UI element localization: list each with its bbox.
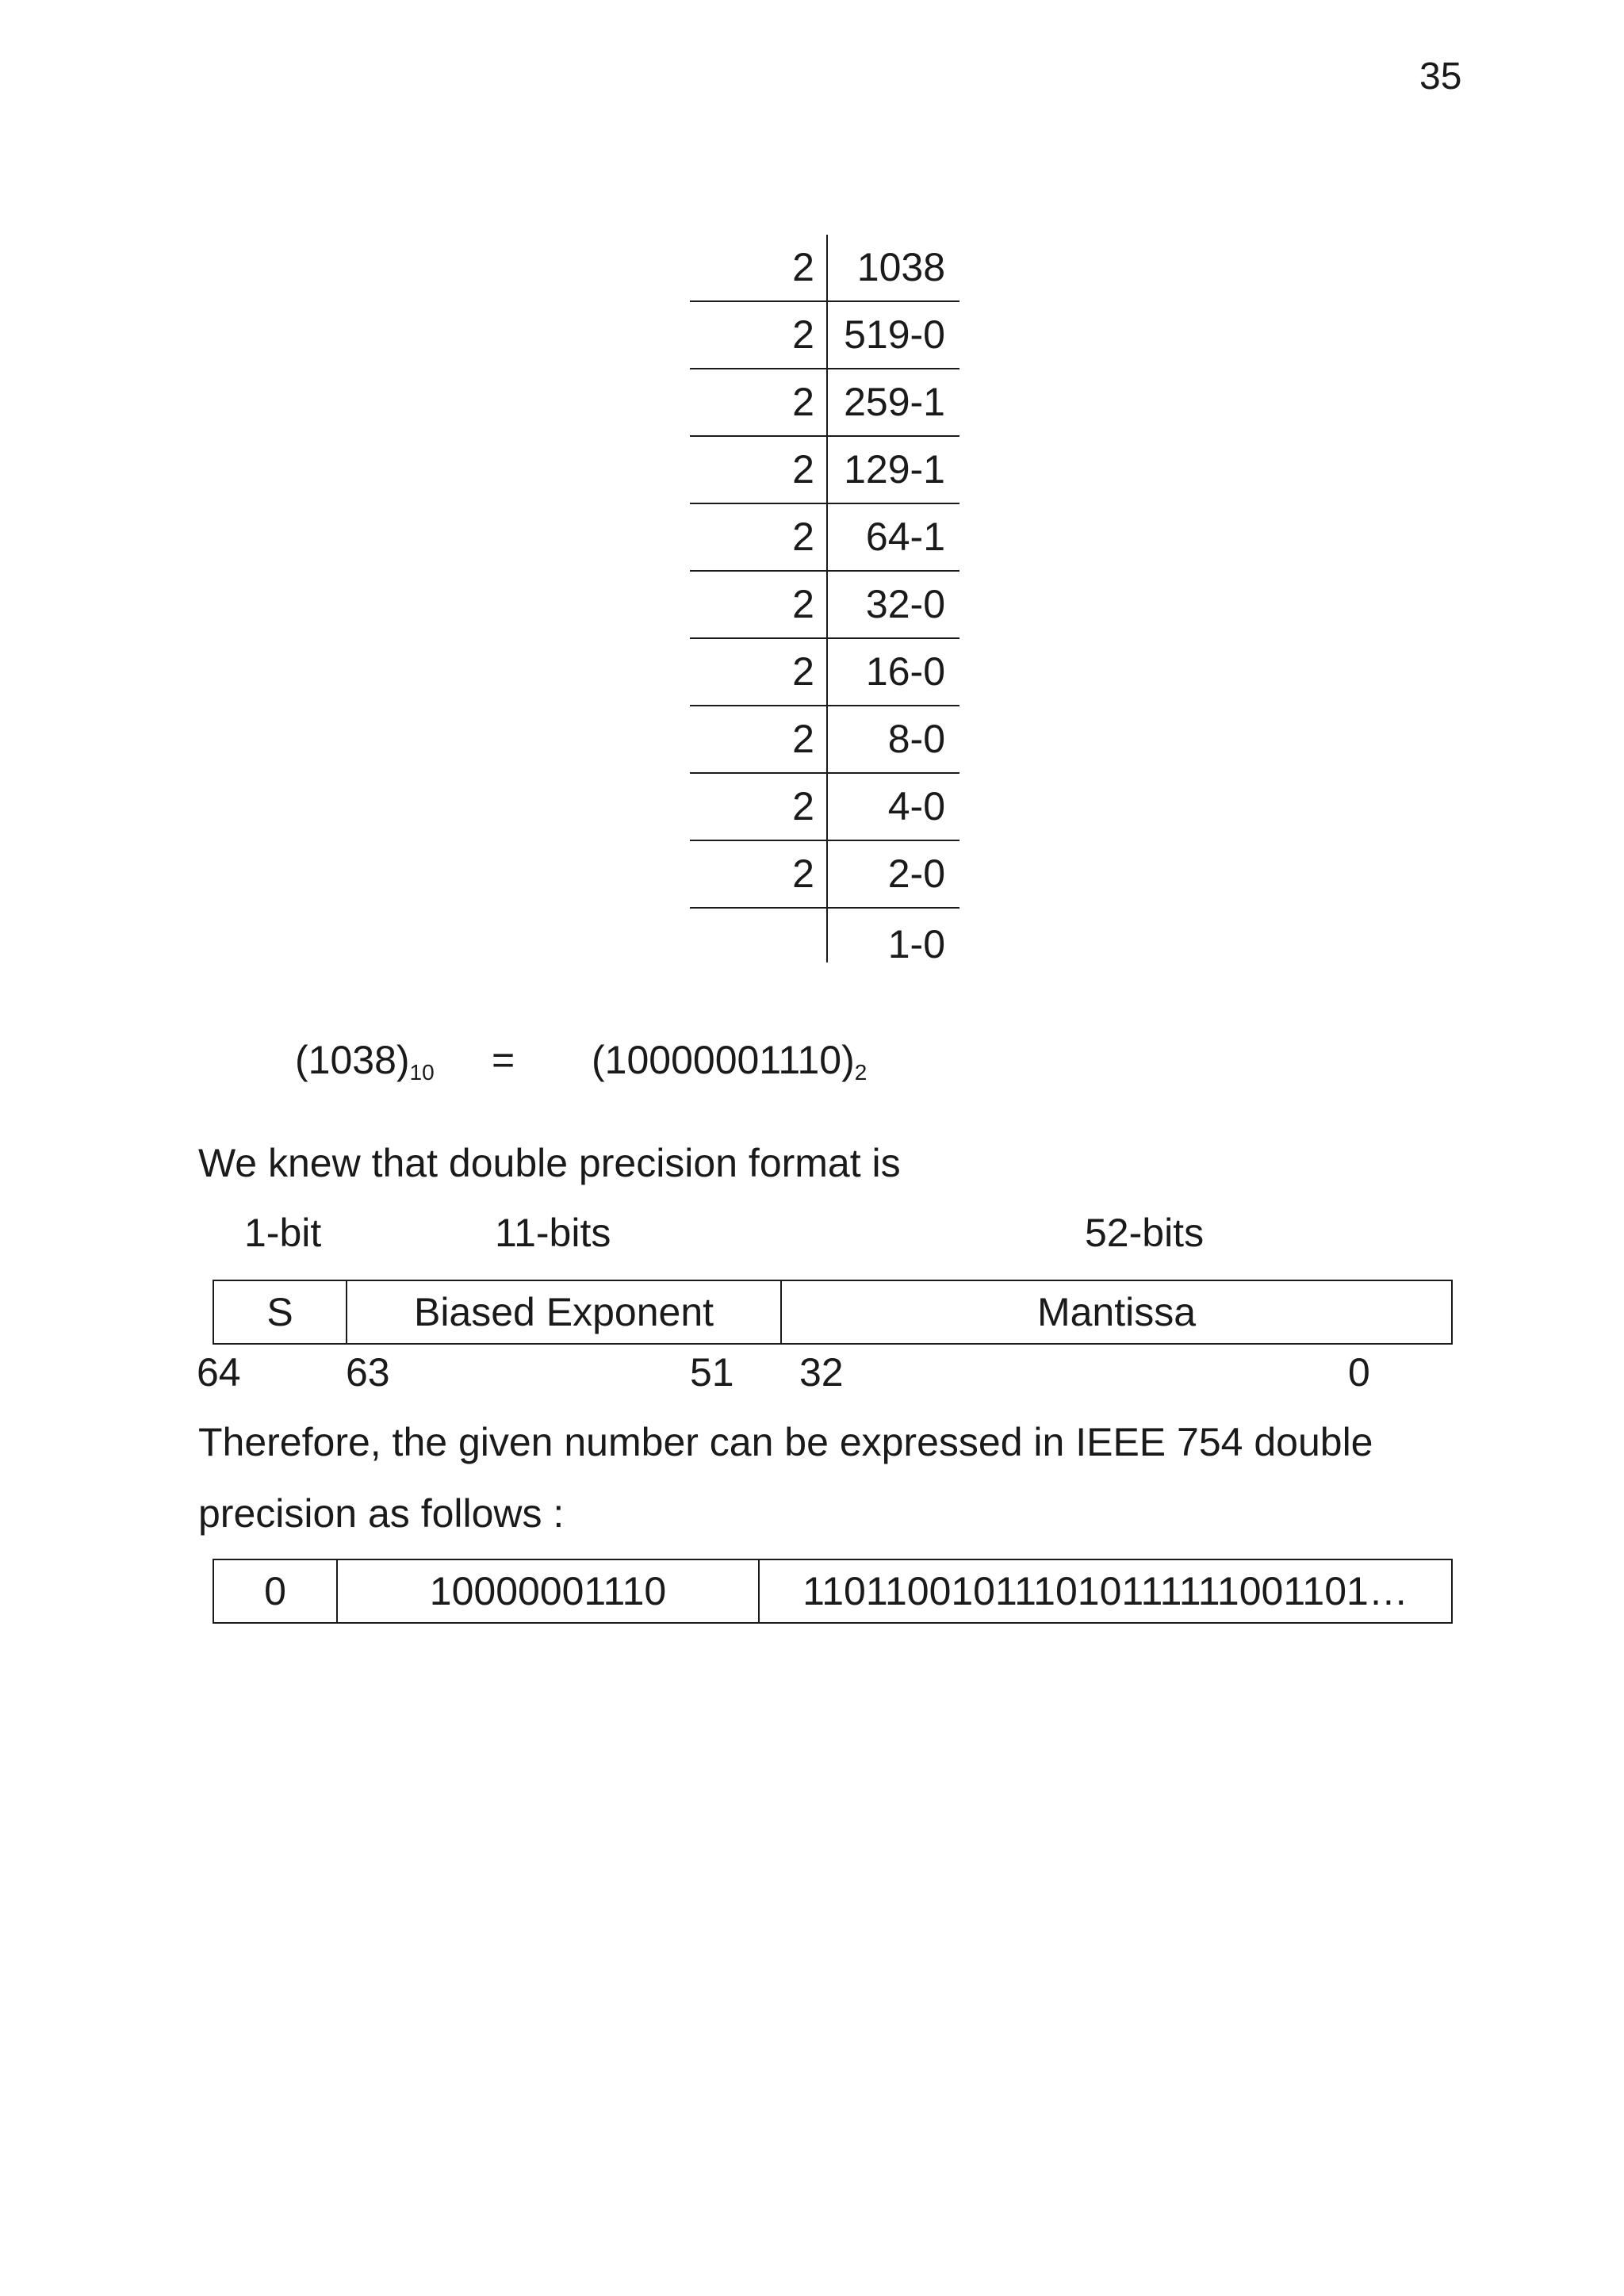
quotient-remainder: 519-0 [844,312,945,357]
division-row [690,909,959,980]
divisor: 2 [792,515,814,559]
quotient-remainder: 2-0 [887,851,945,896]
equation-lhs-base: 10 [409,1060,435,1085]
quotient-remainder: 8-0 [887,717,945,761]
result-table [213,1559,1453,1624]
equation-lhs [295,1040,435,1093]
mantissa-field: Mantissa [1036,1290,1197,1334]
division-row [690,706,959,774]
quotient-remainder: 1038 [856,245,945,289]
exponent-bits-label: 11-bits [495,1211,611,1255]
division-row [690,235,959,302]
quotient-remainder: 259-1 [844,380,945,424]
division-row [690,841,959,909]
equation-lhs-value: (1038) [295,1038,410,1082]
result-sign: 0 [214,1560,338,1622]
bit-position-32: 32 [799,1350,844,1395]
divisor: 2 [792,582,814,626]
mantissa-bits-label: 52-bits [1085,1211,1205,1255]
quotient-remainder: 129-1 [844,447,945,492]
result-mantissa: 110110010111010111111001101… [802,1569,1408,1613]
division-row [690,437,959,504]
conclusion-text-line2: precision as follows : [198,1491,565,1536]
divisor: 2 [792,380,814,424]
bit-position-63: 63 [346,1350,390,1395]
divisor: 2 [792,447,814,492]
equation-rhs-value: (10000001110) [592,1038,855,1082]
bit-position-51: 51 [690,1350,734,1395]
divisor: 2 [792,851,814,896]
divisor: 2 [792,784,814,828]
division-row [690,369,959,437]
divisor: 2 [792,717,814,761]
divisor: 2 [792,312,814,357]
division-row [690,639,959,706]
quotient-remainder: 16-0 [865,649,945,694]
page-number: 35 [1419,55,1462,98]
quotient-remainder: 1-0 [887,922,945,966]
equation-rhs [592,1040,867,1093]
division-row [690,504,959,572]
division-table [690,235,959,980]
intro-text: We knew that double precision format is [198,1141,901,1185]
division-row [690,302,959,369]
result-exponent: 10000001110 [338,1560,760,1622]
exponent-field: Biased Exponent [347,1281,782,1343]
quotient-remainder: 32-0 [865,582,945,626]
bit-position-64: 64 [197,1350,241,1395]
quotient-remainder: 4-0 [887,784,945,828]
equation-equals: = [492,1038,515,1082]
division-row [690,572,959,639]
double-format-table [213,1280,1453,1345]
quotient-remainder: 64-1 [865,515,945,559]
divisor: 2 [792,245,814,289]
sign-field: S [214,1281,347,1343]
divisor: 2 [792,649,814,694]
sign-bit-label: 1-bit [244,1211,322,1255]
bit-position-0: 0 [1348,1350,1370,1395]
division-row [690,774,959,841]
equation-rhs-base: 2 [854,1060,868,1085]
conclusion-text-line1: Therefore, the given number can be expressed in IEEE 754 double [198,1420,1373,1464]
